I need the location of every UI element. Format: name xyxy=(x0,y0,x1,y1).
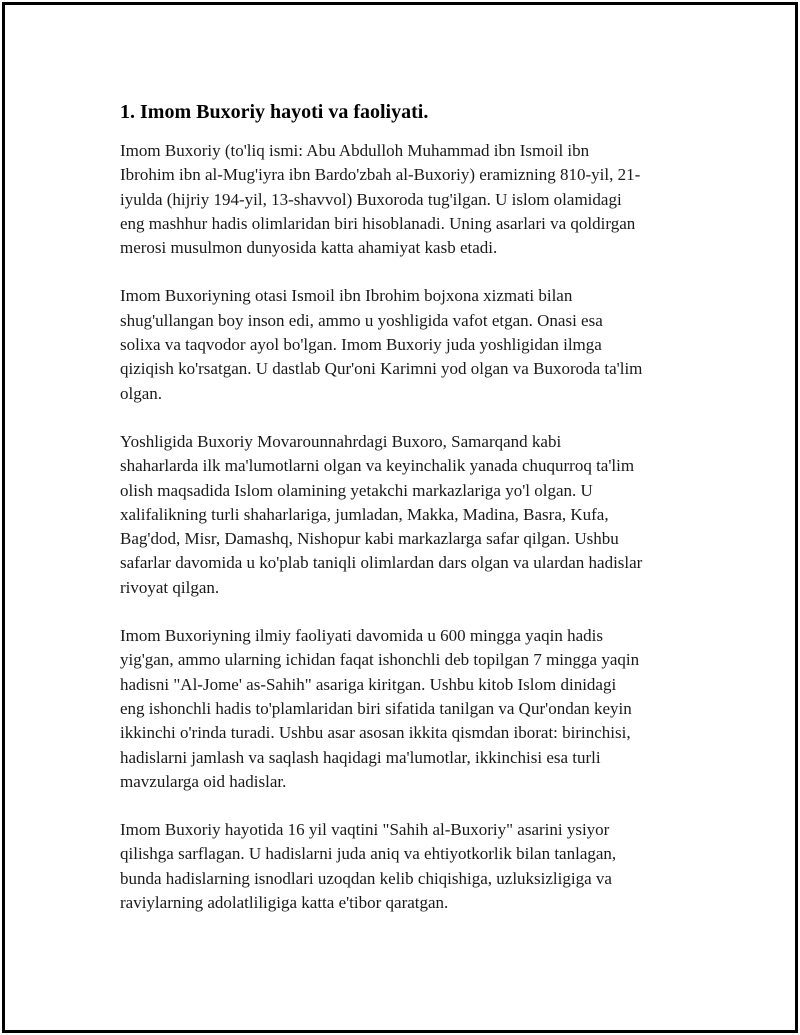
paragraph-4: Imom Buxoriyning ilmiy faoliyati davomida u 600 mingga yaqin hadis yig'gan, ammo ularning ichidan faqat ishonchli deb topilgan 7 mingga yaqin hadisni "Al-Jome' as-Sahih" asariga kiritgan. Ushbu kitob Islom dinidagi eng ishonchli hadis to'plamlaridan biri sifatida tanilgan va Qur'ondan keyin ikkinchi o'rinda turadi. Ushbu asar asosan ikkita qismdan iborat: birinchisi, hadislarni jamlash va saqlash haqidagi ma'lumotlar, ikkinchisi esa turli mavzularga oid hadislar. xyxy=(120,626,640,791)
paragraph-5: Imom Buxoriy hayotida 16 yil vaqtini "Sahih al-Buxoriy" asarini ysiyor qilishga sarflagan. U hadislarni juda aniq va ehtiyotkorlik bilan tanlagan, bunda hadislarning isnodlari uzoqdan kelib chiqishiga, uzluksizligiga va raviylarning adolatliligiga katta e'tibor qaratgan. xyxy=(120,820,617,913)
paragraph-3: Yoshligida Buxoriy Movarounnahrdagi Buxoro, Samarqand kabi shaharlarda ilk ma'lumotlarni olgan va keyinchalik yanada chuqurroq ta'lim olish maqsadida Islom olamining yetakchi markazlariga yo'l olgan. U xalifalikning turli shaharlariga, jumladan, Makka, Madina, Basra, Kufa, Bag'dod, Misr, Damashq, Nishopur kabi markazlarga safar qilgan. Ushbu safarlar davomida u ko'plab taniqli olimlardan dars olgan va ulardan hadislar rivoyat qilgan. xyxy=(120,431,643,597)
paragraph-2: Imom Buxoriyning otasi Ismoil ibn Ibrohim bojxona xizmati bilan shug'ullangan boy inson edi, ammo u yoshligida vafot etgan. Onasi esa solixa va taqvodor ayol bo'lgan. Imom Buxoriy juda yoshligidan ilmga qiziqish ko'rsatgan. U dastlab Qur'oni Karimni yod olgan va Buxoroda ta'lim olgan. xyxy=(120,286,643,403)
document-title: 1. Imom Buxoriy hayoti va faoliyati. xyxy=(120,101,429,123)
paragraph-1: Imom Buxoriy (to'liq ismi: Abu Abdulloh Muhammad ibn Ismoil ibn Ibrohim ibn al-Mug'iyra ibn Bardo'zbah al-Buxoriy) eramizning 810-yil, 21- iyulda (hijriy 194-yil, 13-shavvol) Buxoroda tug'ilgan. U islom olamidagi eng mashhur hadis olimlaridan biri hisoblanadi. Uning asarlari va qoldirgan merosi musulmon dunyosida katta ahamiyat kasb etadi. xyxy=(120,141,641,258)
document-body xyxy=(120,99,692,939)
page-frame xyxy=(2,2,798,1033)
